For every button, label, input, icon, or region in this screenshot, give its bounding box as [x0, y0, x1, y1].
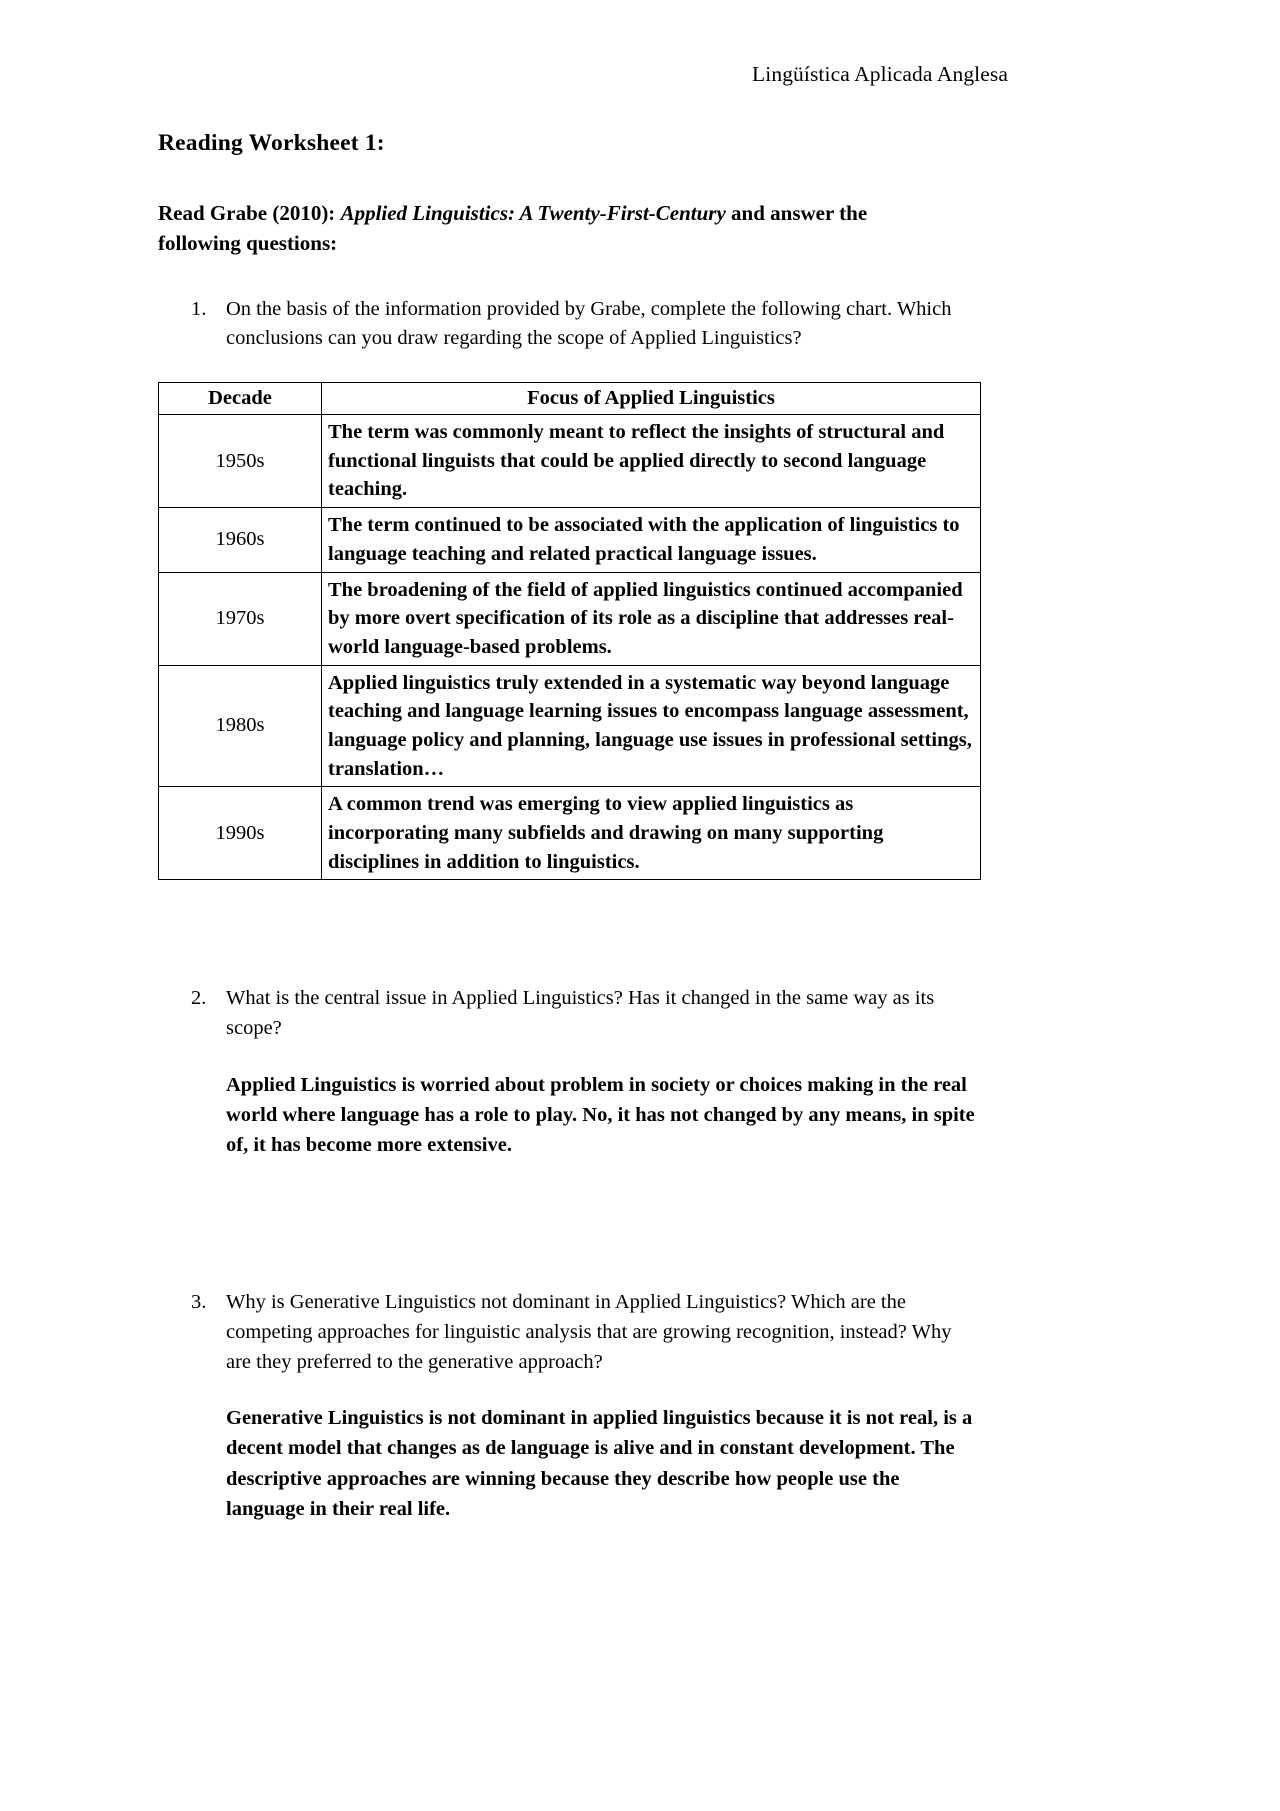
question-2: [158, 984, 980, 1160]
instruction-suffix: and answer the following questions:: [158, 201, 868, 255]
page-title: Reading Worksheet 1:: [158, 130, 385, 156]
cell-focus: The term continued to be associated with the application of linguistics to language teaching and related practical language issues.: [322, 508, 981, 572]
cell-decade: 1960s: [159, 508, 322, 572]
table-row: [159, 787, 981, 880]
cell-decade: 1980s: [159, 665, 322, 787]
instruction-prefix: Read Grabe (2010):: [158, 201, 341, 225]
cell-decade: 1950s: [159, 415, 322, 508]
table-row: [159, 665, 981, 787]
table-header-row: [159, 383, 981, 415]
cell-focus: The term was commonly meant to reflect the insights of structural and functional linguists that could be applied directly to second language teaching.: [322, 415, 981, 508]
document-body: [158, 130, 980, 1524]
column-header-focus: Focus of Applied Linguistics: [322, 383, 981, 415]
question-3-number: 3.: [191, 1291, 207, 1314]
cell-focus: Applied linguistics truly extended in a systematic way beyond language teaching and language learning issues to encompass language assessment, language policy and planning, language use issues in professional settings, translation…: [322, 665, 981, 787]
running-head: Lingüística Aplicada Anglesa: [752, 62, 1008, 86]
question-3-answer: Generative Linguistics is not dominant in applied linguistics because it is not real, is a decent model that changes as de language is alive and in constant development. The descriptive approaches are winning because they describe how people use the language in their real life.: [226, 1407, 973, 1520]
cell-decade: 1990s: [159, 787, 322, 880]
question-3: [158, 1288, 980, 1524]
question-1: [158, 295, 980, 354]
question-2-text: What is the central issue in Applied Linguistics? Has it changed in the same way as its scope?: [226, 987, 935, 1040]
cell-focus: A common trend was emerging to view applied linguistics as incorporating many subfields and drawing on many supporting disciplines in addition to linguistics.: [322, 787, 981, 880]
table-row: [159, 415, 981, 508]
question-1-text: On the basis of the information provided by Grabe, complete the following chart. Which conclusions can you draw regarding the scope of Applied Linguistics?: [226, 297, 952, 350]
reading-instruction: [158, 199, 948, 259]
table-row: [159, 572, 981, 665]
question-2-answer: Applied Linguistics is worried about problem in society or choices making in the real world where language has a role to play. No, it has not changed by any means, in spite of, it has become more extensive.: [226, 1073, 975, 1157]
table-row: [159, 508, 981, 572]
decade-focus-table: [158, 382, 981, 880]
cell-decade: 1970s: [159, 572, 322, 665]
article-title: Applied Linguistics: A Twenty-First-Century: [340, 201, 726, 225]
question-1-number: 1.: [191, 297, 207, 320]
question-3-text: Why is Generative Linguistics not dominant in Applied Linguistics? Which are the competing approaches for linguistic analysis that are growing recognition, instead? Why are they preferred to the generative approach?: [226, 1291, 952, 1373]
question-2-number: 2.: [191, 987, 207, 1010]
column-header-decade: Decade: [159, 383, 322, 415]
cell-focus: The broadening of the field of applied linguistics continued accompanied by more overt specification of its role as a discipline that addresses real-world language-based problems.: [322, 572, 981, 665]
